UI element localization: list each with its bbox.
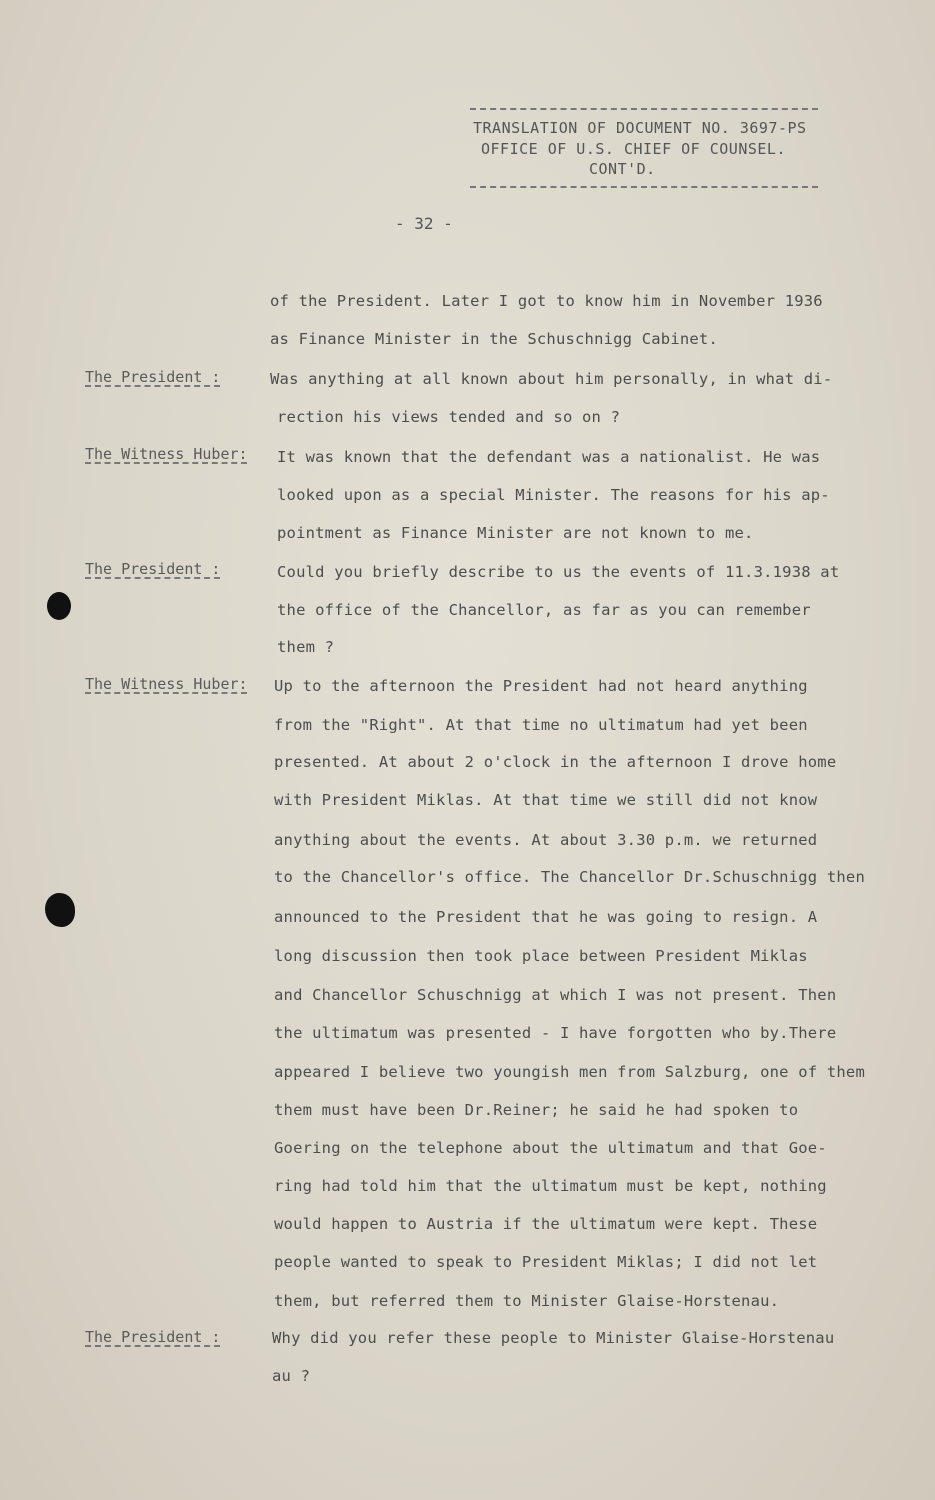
punch-hole <box>45 893 75 927</box>
text-line: the office of the Chancellor, as far as you can remember <box>277 601 811 619</box>
text-line: people wanted to speak to President Miklas; I did not let <box>274 1253 818 1271</box>
text-line: anything about the events. At about 3.30 p.m. we returned <box>274 831 818 849</box>
text-line: announced to the President that he was going to resign. A <box>274 908 818 926</box>
text-line: long discussion then took place between President Miklas <box>274 947 808 965</box>
text-line: to the Chancellor's office. The Chancellor Dr.Schuschnigg then <box>274 868 865 886</box>
page-number: - 32 - <box>395 214 453 233</box>
speaker-label-witness: The Witness Huber: <box>85 675 248 693</box>
text-line: appeared I believe two youngish men from Salzburg, one of them <box>274 1063 865 1081</box>
text-line: Could you briefly describe to us the events of 11.3.1938 at <box>277 563 840 581</box>
speaker-label-witness: The Witness Huber: <box>85 445 248 463</box>
text-line: with President Miklas. At that time we still did not know <box>274 791 818 809</box>
text-line: presented. At about 2 o'clock in the afternoon I drove home <box>274 753 837 771</box>
text-line: them must have been Dr.Reiner; he said he had spoken to <box>274 1101 799 1119</box>
header-office-line: OFFICE OF U.S. CHIEF OF COUNSEL. <box>481 140 786 158</box>
header-bottom-rule <box>470 186 818 188</box>
speaker-label-president: The President : <box>85 560 221 578</box>
text-line: the ultimatum was presented - I have forgotten who by.There <box>274 1024 837 1042</box>
punch-hole <box>47 592 71 620</box>
text-line: looked upon as a special Minister. The reasons for his ap- <box>277 486 830 504</box>
text-line: and Chancellor Schuschnigg at which I was not present. Then <box>274 986 837 1004</box>
text-line: of the President. Later I got to know him in November 1936 <box>270 292 823 310</box>
text-line: Up to the afternoon the President had not heard anything <box>274 677 808 695</box>
text-line: au ? <box>272 1367 311 1385</box>
header-title-line: TRANSLATION OF DOCUMENT NO. 3697-PS <box>473 119 807 137</box>
text-line: would happen to Austria if the ultimatum were kept. These <box>274 1215 818 1233</box>
header-top-rule <box>470 108 818 110</box>
header-contd-line: CONT'D. <box>589 160 656 178</box>
text-line: them, but referred them to Minister Glaise-Horstenau. <box>274 1292 780 1310</box>
text-line: rection his views tended and so on ? <box>277 408 621 426</box>
speaker-label-president: The President : <box>85 368 221 386</box>
text-line: It was known that the defendant was a nationalist. He was <box>277 448 821 466</box>
text-line: from the "Right". At that time no ultimatum had yet been <box>274 716 808 734</box>
text-line: as Finance Minister in the Schuschnigg Cabinet. <box>270 330 718 348</box>
text-line: Was anything at all known about him personally, in what di- <box>270 370 833 388</box>
speaker-label-president: The President : <box>85 1328 221 1346</box>
text-line: them ? <box>277 638 335 656</box>
text-line: ring had told him that the ultimatum must be kept, nothing <box>274 1177 827 1195</box>
text-line: Goering on the telephone about the ultimatum and that Goe- <box>274 1139 827 1157</box>
text-line: Why did you refer these people to Minister Glaise-Horstenau <box>272 1329 835 1347</box>
text-line: pointment as Finance Minister are not known to me. <box>277 524 754 542</box>
